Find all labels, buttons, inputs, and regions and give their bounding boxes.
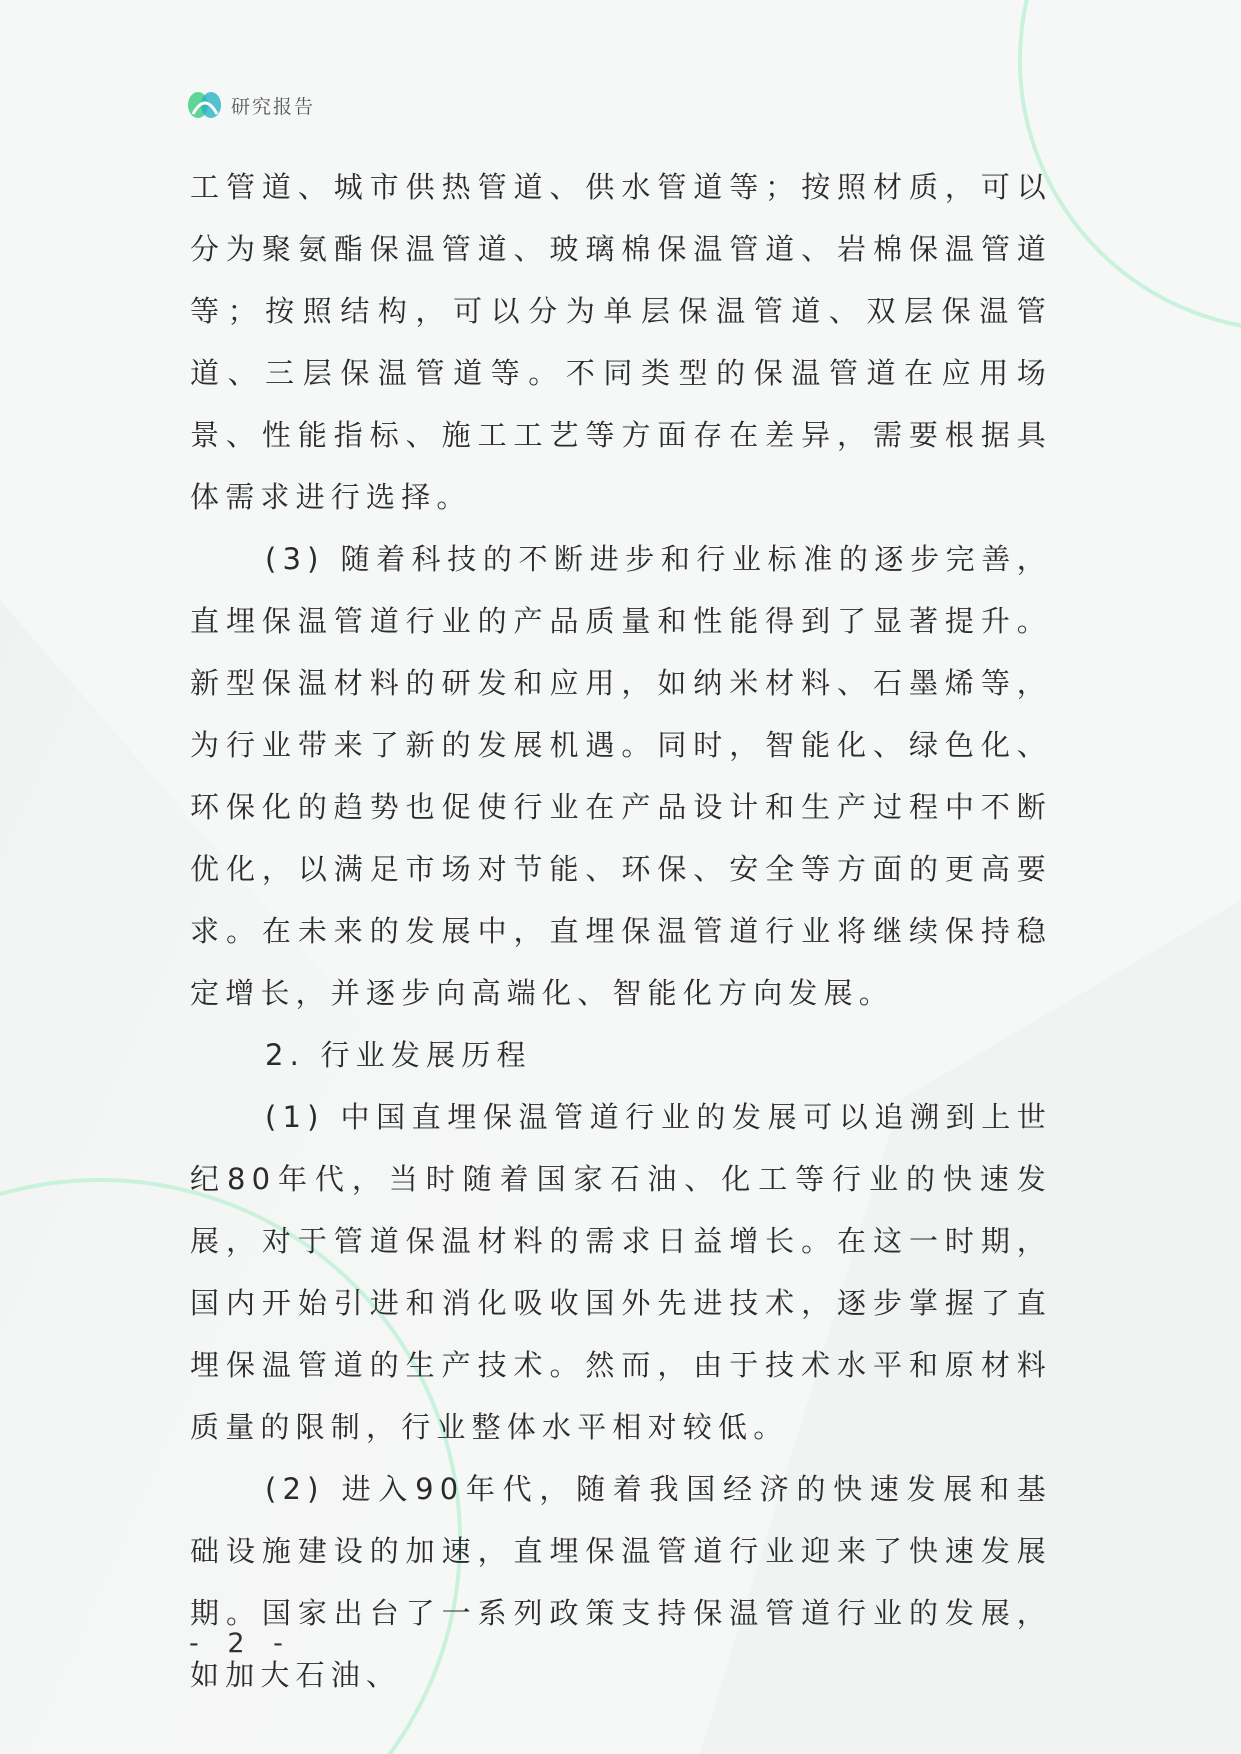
paragraph-3: (3) 随着科技的不断进步和行业标准的逐步完善，直埋保温管道行业的产品质量和性能得到了显著提升。新型保温材料的研发和应用，如纳米材料、石墨烯等，为行业带来了新的发展机遇。同时，智能化、绿色化、环保化的趋势也促使行业在产品设计和生产过程中不断优化，以满足市场对节能、环保、安全等方面的更高要求。在未来的发展中，直埋保温管道行业将继续保持稳定增长，并逐步向高端化、智能化方向发展。 [190,542,1052,1010]
page-number: - 2 - [189,1628,293,1659]
document-body [190,156,1052,1706]
green-leaf-logo-icon [187,90,223,120]
report-header [187,88,315,122]
header-title: 研究报告 [231,95,316,118]
paragraph-history-1: (1) 中国直埋保温管道行业的发展可以追溯到上世纪80年代，当时随着国家石油、化工等行业的快速发展，对于管道保温材料的需求日益增长。在这一时期，国内开始引进和消化吸收国外先进技术，逐步掌握了直埋保温管道的生产技术。然而，由于技术水平和原材料质量的限制，行业整体水平相对较低。 [190,1100,1052,1444]
paragraph-history-2: (2) 进入90年代，随着我国经济的快速发展和基础设施建设的加速，直埋保温管道行业迎来了快速发展期。国家出台了一系列政策支持保温管道行业的发展，如加大石油、 [190,1472,1052,1692]
section-heading: 2. 行业发展历程 [265,1038,532,1072]
paragraph-continued: 工管道、城市供热管道、供水管道等；按照材质，可以分为聚氨酯保温管道、玻璃棉保温管道、岩棉保温管道等；按照结构，可以分为单层保温管道、双层保温管道、三层保温管道等。不同类型的保温管道在应用场景、性能指标、施工工艺等方面存在差异，需要根据具体需求进行选择。 [190,170,1052,514]
